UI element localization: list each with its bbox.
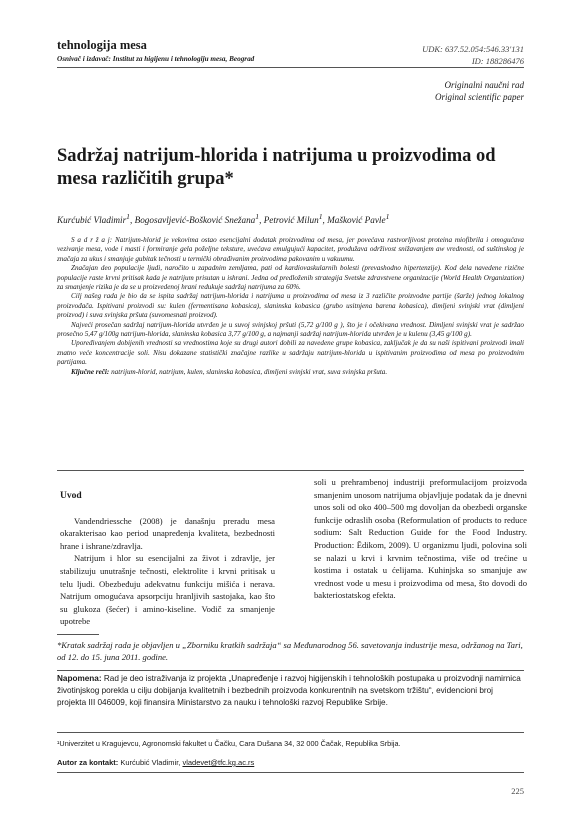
abstract-paragraph: Najveći prosečan sadržaj natrijum-hlorida utvrđen je u suvoj svinjskoj pršuti (5,72 g/100 g ), što je i očekivana vrednost. Dimljeni svinjski vrat je sadržao prosečno 5,47 g/100g natrijum-hlorida, slaninska kobasica 3,77 g/100 g, a najmanji sadržaj natrijum-hlorida utvrđen je u kulenu (3,45 g/100 g). <box>57 320 524 339</box>
author-name: Petrović Milun <box>263 215 319 226</box>
abstract-paragraph: Upoređivanjem dobijenih vrednosti sa vrednostima koje su drugi autori dobili za navedene grupe kobasica, zaključak je da su naši ispitivani proizvodi imali znatno veće koncentracije soli. Nisu dokazane statistički značajne razlike u sadržaju natrijum-hlorida u ispitivanim proizvodima od mesa po proizvodnim partijama. <box>57 339 524 367</box>
keywords <box>57 368 524 377</box>
abstract-paragraph: Značajan deo populacije ljudi, naročito u zapadnim zemljama, pati od kardiovaskularnih bolesti (prevashodno hipertenzije). Kod dela navedene rizične populacije raste krvni pritisak kada je natrijum prisutan u ishrani. Jedna od predloženih strategija Svetske zdravstvene organizacije (World Health Organization) za smanjenje rizika je da se u proizvedenoj hrani redukuje sadržaj natrijuma za 60%. <box>57 264 524 292</box>
footnote-star: *Kratak sadržaj rada je objavljen u „Zborniku kratkih sadržaja“ sa Međunarodnog 56. savetovanja industrije mesa, održanog na Tari, od 12. do 15. juna 2011. godine. <box>57 640 523 662</box>
footer-rule <box>57 772 524 773</box>
napomena-top-rule <box>57 670 524 671</box>
author-affiliation-mark: 1 <box>318 212 323 221</box>
body-paragraph: Vandendriessche (2008) je današnju preradu mesa okarakterisao kao period unapređenja kvaliteta, bezbednosti hrane i ishrane/zdravlja. <box>60 515 275 551</box>
author-name: Bogosavljević-Bošković Snežana <box>134 215 256 226</box>
body-column-right <box>314 476 527 602</box>
contact-label: Autor za kontakt: <box>57 758 119 767</box>
funding-note <box>57 673 524 708</box>
abstract-paragraph: S a d r ž a j: Natrijum-hlorid je vekovima ostao esencijalni dodatak proizvodima od mesa, jer povećava rastvorljivost proteina miofibrila i omogućava vezivanje mesa, vode i masti i formiranje gela poželjne teksture, uvećava emulgujući kapacitet, produžava održivost snižavanjem aw vrednosti, od suštinskog je značaja za ukus i smanjuje gubitak tečnosti u termički obrađivanim proizvodima pakovanim u vakuumu. <box>57 236 524 263</box>
udk-code: UDK: 637.52.054:546.33'131 <box>422 44 524 54</box>
author-name: Mašković Pavle <box>327 215 386 226</box>
author-affiliation-mark: 1 <box>126 212 130 221</box>
paper-type-sr: Originalni naučni rad <box>444 80 524 90</box>
contact-email-link[interactable]: vladevet@tfc.kg.ac.rs <box>182 758 255 767</box>
journal-name: tehnologija mesa <box>57 38 147 52</box>
header-divider <box>57 67 524 68</box>
id-code: ID: 188286476 <box>471 56 524 66</box>
author-list: Kurćubić Vladimir$^1$, Bogosavljević-Bošković Snežana$^1$, Petrović Milun$^1$, Mašković Pavle$^1$ <box>57 212 390 226</box>
keywords-text: natrijum-hlorid, natrijum, kulen, slaninska kobasica, dimljeni svinjski vrat, suva svinjska pršuta. <box>109 367 388 376</box>
abstract-divider <box>57 470 524 471</box>
author-name: Kurćubić Vladimir <box>57 215 127 226</box>
body-paragraph: Natrijum i hlor su esencijalni za život i zdravlje, jer stabilizuju unutrašnje tečnosti, elektrolite i krvni pritisak u telu ljudi. Obezbeđuju adekvatnu funkciju mišića i nerava. Natrijum omogućava apsorpciju hranljivih sastojaka, kao što su glukoza (šećer) i amino-kiseline. Vodič za smanjenje upotrebe <box>60 553 275 627</box>
funding-note-text: Rad je deo istraživanja iz projekta „Unapređenje i razvoj higijenskih i tehnoloških postupaka u proizvodnji namirnica životinjskog porekla u cilju dobijanja kvalitetnih i bezbednih proizvoda konkurentnih na svetskom tržištu“, evidencioni broj projekta III 046009, koji finansira Ministarstvo za nauku i tehnološki razvoj Republike Srbije. <box>57 674 521 707</box>
abstract-paragraph: Cilj našeg rada je bio da se ispita sadržaj natrijum-hlorida i natrijuma u proizvodima od mesa iz 3 različite proizvodne partije (šarže) jednog lokalnog proizvođača. Ispitivani proizvodi su: kulen (fermentisana kobasica), slaninska kobasica (grubo usitnjena barena kobasica), dimljeni svinjski vrat (dimljeni proizvod) i suva svinjska pršuta (suvomesnati proizvod). <box>57 292 524 320</box>
article-title: Sadržaj natrijum-hlorida i natrijuma u proizvodima od mesa različitih grupa* <box>57 146 496 189</box>
footnote-rule <box>57 634 99 635</box>
affiliation: ¹Univerzitet u Kragujevcu, Agronomski fakultet u Čačku, Cara Dušana 34, 32 000 Čačak, Republika Srbija. <box>57 739 401 748</box>
napomena-bottom-rule <box>57 732 524 733</box>
body-column-left <box>60 490 275 628</box>
section-heading: Uvod <box>60 491 82 501</box>
keywords-label: Ključne reči: <box>71 367 110 376</box>
page-number: 225 <box>511 786 524 796</box>
paper-type-en: Original scientific paper <box>435 92 524 102</box>
funding-note-label: Napomena: <box>57 674 102 683</box>
body-paragraph: soli u prehrambenoj industriji preformulacijom proizvoda smanjenim unosom natrijuma objavljuje podatak da je dnevni unos soli od oko 400–500 mg dovoljan da obezbedi organske funkcije odraslih osoba (Reformulation of products to reduce sodium: Salt Reduction Guide for the Food Industry. Production: Ēdikom, 2009). U organizmu ljudi, polovina soli se nalazi u krvi i krvnim tečnostima, više od trećine u kostima i ostatak u ćelijama. Kuhinjska so smanjuje aw vrednost vode u mesu i proizvodima od mesa, što dovodi do bakteriostatskog efekta. <box>314 477 527 601</box>
author-affiliation-mark: 1 <box>385 212 390 221</box>
contact-name: Kurćubić Vladimir, <box>118 758 183 767</box>
author-affiliation-mark: 1 <box>255 212 260 221</box>
abstract <box>57 236 524 377</box>
publisher-line: Osnivač i izdavač: Institut za higijenu i tehnologiju mesa, Beograd <box>57 55 255 63</box>
contact-author <box>57 758 254 767</box>
